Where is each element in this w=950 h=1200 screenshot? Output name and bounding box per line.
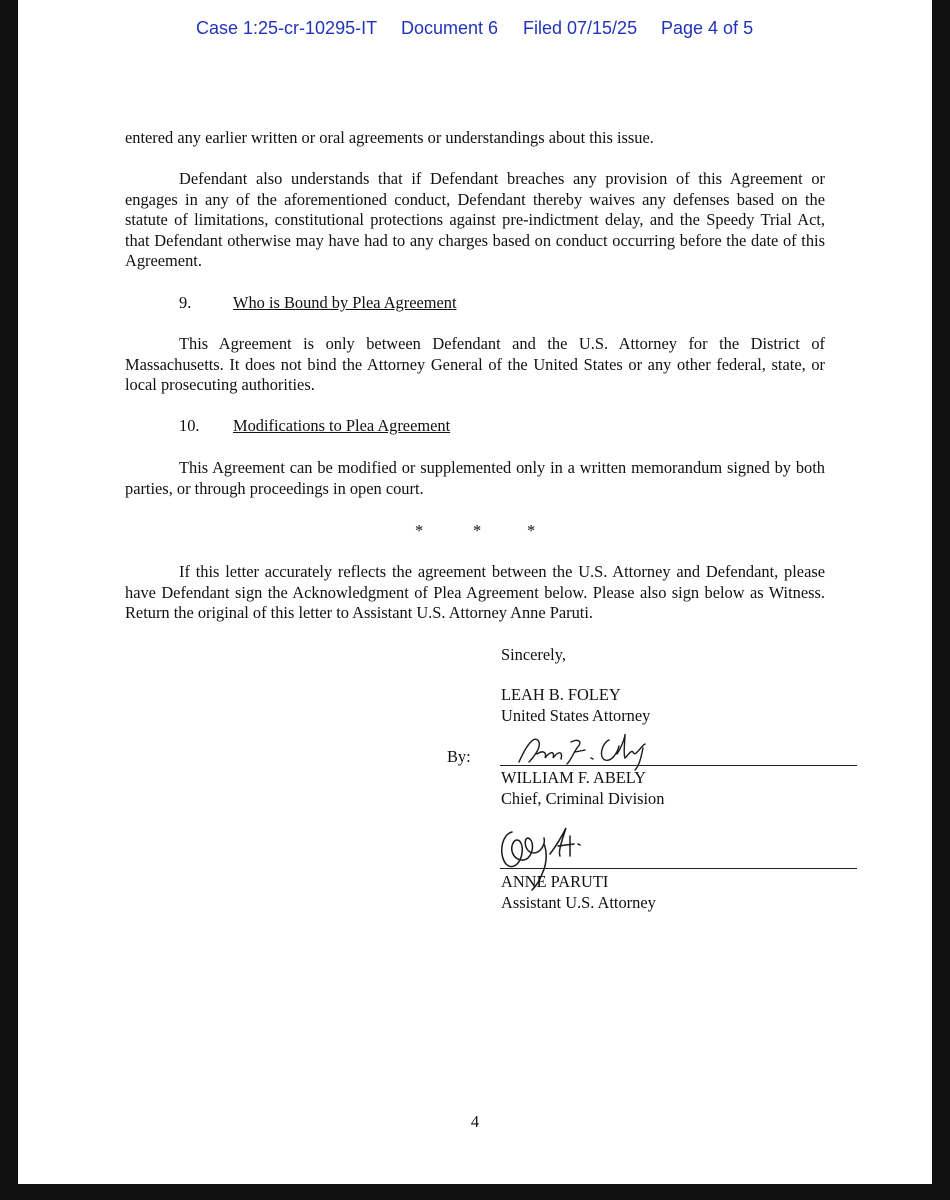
signer1-title: Chief, Criminal Division (501, 789, 665, 808)
page-number: 4 (470, 1112, 480, 1131)
section-9-paragraph: This Agreement is only between Defendant and the U.S. Attorney for the District of Massachusetts. It does not bind the Attorney General of the United States or any other federal, state, or local prosecuting authorities. (125, 334, 825, 395)
section-title: Modifications to Plea Agreement (233, 416, 451, 435)
signer1-name: WILLIAM F. ABELY (501, 768, 647, 787)
filed-date: Filed 07/15/25 (523, 18, 638, 38)
section-10-paragraph: This Agreement can be modified or supplemented only in a written memorandum signed by both parties, or through proceedings in open court. (125, 458, 825, 498)
continuation-paragraph: entered any earlier written or oral agreements or understandings about this issue. (125, 128, 654, 147)
separator-star: * (527, 521, 536, 540)
separator-star: * (473, 521, 482, 540)
document-number: Document 6 (401, 18, 499, 38)
document-page (18, 0, 932, 1184)
section-heading-9 (179, 293, 457, 314)
section-heading-10 (179, 416, 450, 437)
by-label: By: (447, 747, 471, 766)
section-number: 9. (179, 293, 192, 312)
case-number: Case 1:25-cr-10295-IT (196, 18, 378, 38)
us-attorney-name: LEAH B. FOLEY (501, 685, 621, 704)
section-number: 10. (179, 416, 200, 435)
salutation: Sincerely, (501, 645, 566, 664)
page-count: Page 4 of 5 (661, 18, 754, 38)
signature-line (500, 765, 857, 766)
breach-paragraph: Defendant also understands that if Defendant breaches any provision of this Agreement or engages in any of the aforementioned conduct, Defendant thereby waives any defenses based on the statute of limitations, constitutional protections against pre-indictment delay, and the Speedy Trial Act, that Defendant otherwise may have had to any charges based on conduct occurring before the date of this Agreement. (125, 169, 825, 271)
closing-paragraph: If this letter accurately reflects the agreement between the U.S. Attorney and Defendant, please have Defendant sign the Acknowledgment of Plea Agreement below. Please also sign below as Witness. Return the original of this letter to Assistant U.S. Attorney Anne Paruti. (125, 562, 825, 623)
separator-star: * (415, 521, 424, 540)
signature-line (500, 868, 857, 869)
signer2-title: Assistant U.S. Attorney (501, 893, 656, 912)
signer2-name: ANNE PARUTI (501, 872, 609, 891)
section-title: Who is Bound by Plea Agreement (233, 293, 457, 312)
us-attorney-title: United States Attorney (501, 706, 651, 725)
abely-signature (513, 728, 653, 770)
